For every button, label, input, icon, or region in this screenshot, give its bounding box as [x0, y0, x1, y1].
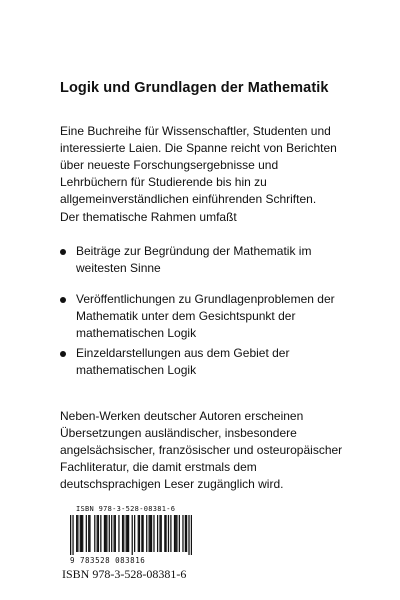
- barcode-bar: [88, 515, 89, 552]
- barcode-bar: [70, 515, 71, 555]
- closing-line: Fachliteratur, die damit erstmals dem: [60, 460, 257, 474]
- barcode-bar: [76, 515, 77, 552]
- bullet-line: Einzeldarstellungen aus dem Gebiet der: [76, 346, 290, 360]
- barcode-bar: [150, 515, 151, 552]
- intro-line: allgemeinverständlichen einführenden Schriften.: [60, 192, 317, 206]
- bullet-dot-icon: [60, 351, 66, 357]
- bullet-line: Veröffentlichungen zu Grundlagenproblemen der: [76, 292, 335, 306]
- barcode-bar: [179, 515, 180, 552]
- barcode-bar: [170, 515, 171, 552]
- bullet-text: [76, 291, 335, 342]
- intro-paragraph: [60, 123, 360, 208]
- intro-line: interessierte Laien. Die Spanne reicht von Berichten: [60, 141, 337, 155]
- isbn-top-label: ISBN 978-3-528-08381-6: [76, 505, 176, 513]
- bullet-line: weitesten Sinne: [76, 261, 161, 275]
- bullet-line: mathematischen Logik: [76, 363, 197, 377]
- barcode-bar: [126, 515, 127, 552]
- barcode-bar: [151, 515, 152, 552]
- barcode-bar: [153, 515, 154, 552]
- barcode-bar: [188, 515, 189, 555]
- bullet-line: Beiträge zur Begründung der Mathematik im: [76, 244, 312, 258]
- barcode-bar: [86, 515, 87, 552]
- barcode-bar: [111, 515, 112, 552]
- series-title: Logik und Grundlagen der Mathematik: [60, 80, 329, 96]
- intro-line: über neueste Forschungsergebnisse und: [60, 158, 279, 172]
- bullet-dot-icon: [60, 297, 66, 303]
- barcode-bar: [77, 515, 78, 552]
- barcode-bar: [115, 515, 116, 552]
- isbn-bottom-label: ISBN 978-3-528-08381-6: [62, 567, 187, 581]
- barcode-bar: [132, 515, 133, 555]
- bullet-line: mathematischen Logik: [76, 326, 197, 340]
- barcode-bar: [185, 515, 186, 552]
- barcode-bar: [123, 515, 124, 552]
- closing-line: deutschsprachigen Leser zugänglich wird.: [60, 477, 284, 491]
- barcode-bar: [128, 515, 129, 552]
- closing-line: Neben-Werken deutscher Autoren erscheinen: [60, 409, 304, 423]
- barcode-bar: [106, 515, 107, 552]
- barcode-bar: [105, 515, 106, 552]
- barcode-bar: [141, 515, 142, 552]
- barcode-bar: [159, 515, 160, 552]
- closing-line: Übersetzungen ausländischer, insbesondere: [60, 426, 297, 440]
- barcode-bar: [165, 515, 166, 552]
- barcode-bar: [174, 515, 175, 552]
- barcode-digits: 9 783528 083816: [70, 556, 146, 565]
- barcode-bar: [109, 515, 110, 552]
- bullet-text: [76, 345, 289, 379]
- closing-paragraph: [60, 408, 360, 493]
- barcode-bar: [186, 515, 187, 552]
- barcode-bar: [149, 515, 150, 552]
- barcode-bar: [122, 515, 123, 552]
- barcode-bar: [81, 515, 82, 552]
- thematic-frame-heading: Der thematische Rahmen umfaßt: [60, 210, 237, 224]
- barcode-bar: [176, 515, 177, 552]
- intro-line: Eine Buchreihe für Wissenschaftler, Studenten und: [60, 124, 331, 138]
- barcode-bar: [104, 515, 105, 552]
- barcode-bar: [134, 515, 135, 552]
- barcode-icon: [70, 515, 192, 555]
- bullet-line: Mathematik unter dem Gesichtspunkt der: [76, 309, 296, 323]
- barcode-bar: [146, 515, 147, 552]
- barcode-bar: [127, 515, 128, 552]
- barcode-bar: [191, 515, 192, 555]
- barcode-bar: [182, 515, 183, 552]
- barcode-bar: [98, 515, 99, 552]
- barcode-bar: [94, 515, 95, 552]
- bullet-dot-icon: [60, 249, 66, 255]
- barcode-bar: [113, 515, 114, 552]
- barcode-bar: [97, 515, 98, 552]
- barcode-bar: [139, 515, 140, 552]
- barcode-bar: [118, 515, 119, 552]
- bullet-text: [76, 243, 311, 277]
- barcode-bar: [72, 515, 73, 555]
- barcode-bar: [142, 515, 143, 552]
- barcode-bar: [89, 515, 90, 552]
- barcode-bar: [161, 515, 162, 552]
- barcode-bar: [175, 515, 176, 552]
- barcode-bar: [164, 515, 165, 552]
- intro-line: Lehrbüchern für Studierende bis hin zu: [60, 175, 267, 189]
- closing-line: angelsächsischer, französischer und osteuropäischer: [60, 443, 343, 457]
- barcode-bar: [100, 515, 101, 552]
- barcode-bar: [157, 515, 158, 552]
- barcode-bar: [82, 515, 83, 552]
- barcode-bar: [80, 515, 81, 552]
- barcode-bar: [138, 515, 139, 552]
- barcode-bar: [168, 515, 169, 552]
